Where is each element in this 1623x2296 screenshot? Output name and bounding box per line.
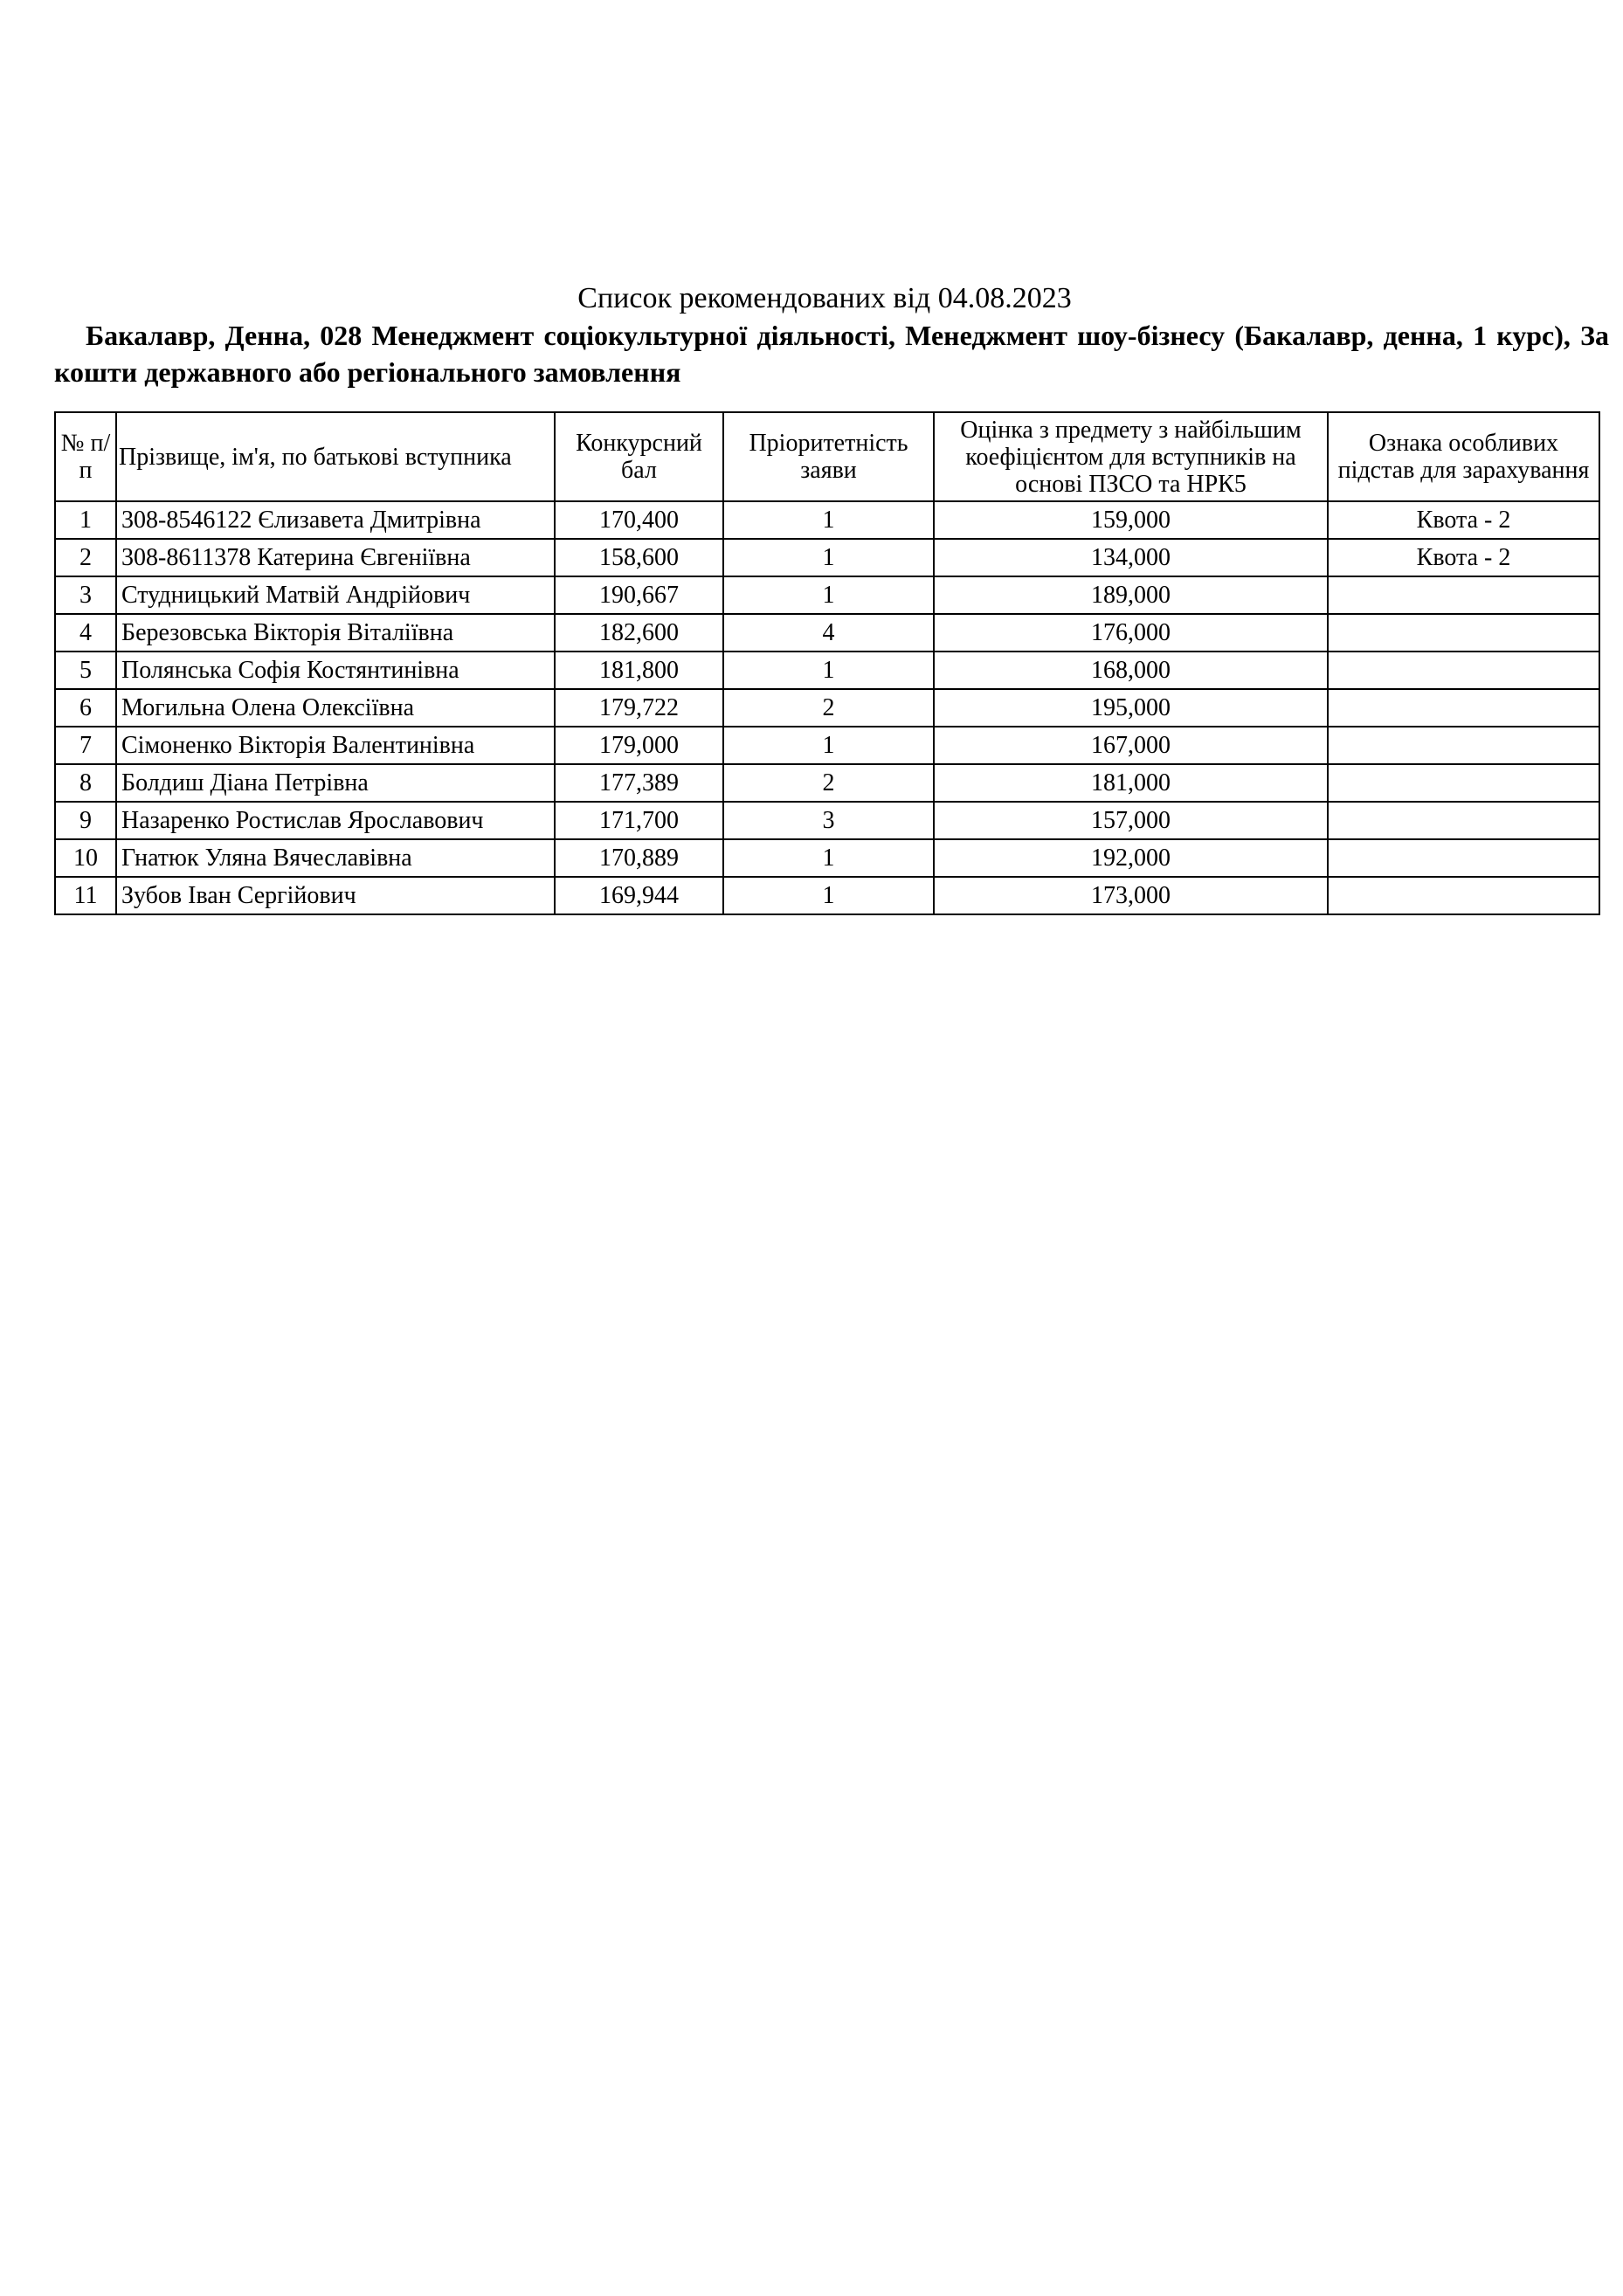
table-row: [55, 689, 1599, 727]
header-special-grounds: Ознака особливих підстав для зарахування: [1328, 412, 1599, 501]
cell-score: 179,000: [555, 727, 723, 764]
header-num: № п/п: [55, 412, 116, 501]
table-row: [55, 652, 1599, 689]
cell-num: 11: [55, 877, 116, 914]
cell-num: 1: [55, 501, 116, 539]
table-row: [55, 539, 1599, 576]
cell-subject-grade: 181,000: [934, 764, 1328, 802]
table-row: [55, 802, 1599, 839]
cell-score: 170,889: [555, 839, 723, 877]
cell-priority: 1: [723, 877, 934, 914]
cell-special-grounds: Квота - 2: [1328, 501, 1599, 539]
cell-subject-grade: 167,000: [934, 727, 1328, 764]
cell-score: 190,667: [555, 576, 723, 614]
cell-special-grounds: [1328, 764, 1599, 802]
cell-score: 171,700: [555, 802, 723, 839]
cell-name: Назаренко Ростислав Ярославович: [116, 802, 555, 839]
cell-priority: 2: [723, 764, 934, 802]
cell-num: 5: [55, 652, 116, 689]
cell-subject-grade: 192,000: [934, 839, 1328, 877]
cell-special-grounds: [1328, 802, 1599, 839]
cell-priority: 2: [723, 689, 934, 727]
table-row: [55, 764, 1599, 802]
table-row: [55, 727, 1599, 764]
cell-subject-grade: 195,000: [934, 689, 1328, 727]
cell-score: 158,600: [555, 539, 723, 576]
table-row: [55, 877, 1599, 914]
cell-special-grounds: [1328, 877, 1599, 914]
document-title: Список рекомендованих від 04.08.2023: [577, 282, 1072, 314]
cell-name: Сімоненко Вікторія Валентинівна: [116, 727, 555, 764]
cell-subject-grade: 176,000: [934, 614, 1328, 652]
header-subject-grade: Оцінка з предмету з найбільшим коефіцієнтом для вступників на основі ПЗСО та НРК5: [934, 412, 1328, 501]
recommended-list-table: [54, 411, 1600, 915]
table-header-row: [55, 412, 1599, 501]
cell-special-grounds: [1328, 839, 1599, 877]
cell-name: 308-8611378 Катерина Євгеніївна: [116, 539, 555, 576]
cell-num: 3: [55, 576, 116, 614]
cell-subject-grade: 189,000: [934, 576, 1328, 614]
document-subtitle: Бакалавр, Денна, 028 Менеджмент соціокультурної діяльності, Менеджмент шоу-бізнесу (Бакалавр, денна, 1 курс), За кошти державного або регіонального замовлення: [54, 320, 1609, 388]
cell-special-grounds: [1328, 689, 1599, 727]
header-name: Прізвище, ім'я, по батькові вступника: [116, 412, 555, 501]
cell-num: 4: [55, 614, 116, 652]
cell-special-grounds: Квота - 2: [1328, 539, 1599, 576]
table-header: [55, 412, 1599, 501]
cell-score: 177,389: [555, 764, 723, 802]
table-body: [55, 501, 1599, 914]
table-row: [55, 614, 1599, 652]
cell-name: Зубов Іван Сергійович: [116, 877, 555, 914]
cell-subject-grade: 134,000: [934, 539, 1328, 576]
cell-priority: 3: [723, 802, 934, 839]
cell-name: Гнатюк Уляна Вячеславівна: [116, 839, 555, 877]
cell-name: Березовська Вікторія Віталіївна: [116, 614, 555, 652]
cell-priority: 1: [723, 576, 934, 614]
cell-num: 6: [55, 689, 116, 727]
cell-special-grounds: [1328, 576, 1599, 614]
cell-score: 179,722: [555, 689, 723, 727]
cell-num: 9: [55, 802, 116, 839]
cell-num: 2: [55, 539, 116, 576]
cell-subject-grade: 173,000: [934, 877, 1328, 914]
cell-special-grounds: [1328, 727, 1599, 764]
table-row: [55, 839, 1599, 877]
cell-special-grounds: [1328, 614, 1599, 652]
header-priority: Пріоритетність заяви: [723, 412, 934, 501]
cell-num: 10: [55, 839, 116, 877]
table-row: [55, 576, 1599, 614]
cell-priority: 1: [723, 501, 934, 539]
cell-priority: 1: [723, 839, 934, 877]
cell-name: Полянська Софія Костянтинівна: [116, 652, 555, 689]
cell-score: 169,944: [555, 877, 723, 914]
cell-score: 182,600: [555, 614, 723, 652]
cell-name: 308-8546122 Єлизавета Дмитрівна: [116, 501, 555, 539]
cell-special-grounds: [1328, 652, 1599, 689]
header-score: Конкурсний бал: [555, 412, 723, 501]
cell-name: Студницький Матвій Андрійович: [116, 576, 555, 614]
cell-num: 8: [55, 764, 116, 802]
cell-priority: 4: [723, 614, 934, 652]
cell-subject-grade: 157,000: [934, 802, 1328, 839]
cell-name: Болдиш Діана Петрівна: [116, 764, 555, 802]
cell-score: 170,400: [555, 501, 723, 539]
cell-priority: 1: [723, 652, 934, 689]
cell-priority: 1: [723, 539, 934, 576]
cell-num: 7: [55, 727, 116, 764]
table-row: [55, 501, 1599, 539]
cell-name: Могильна Олена Олексіївна: [116, 689, 555, 727]
cell-subject-grade: 168,000: [934, 652, 1328, 689]
cell-subject-grade: 159,000: [934, 501, 1328, 539]
cell-score: 181,800: [555, 652, 723, 689]
cell-priority: 1: [723, 727, 934, 764]
